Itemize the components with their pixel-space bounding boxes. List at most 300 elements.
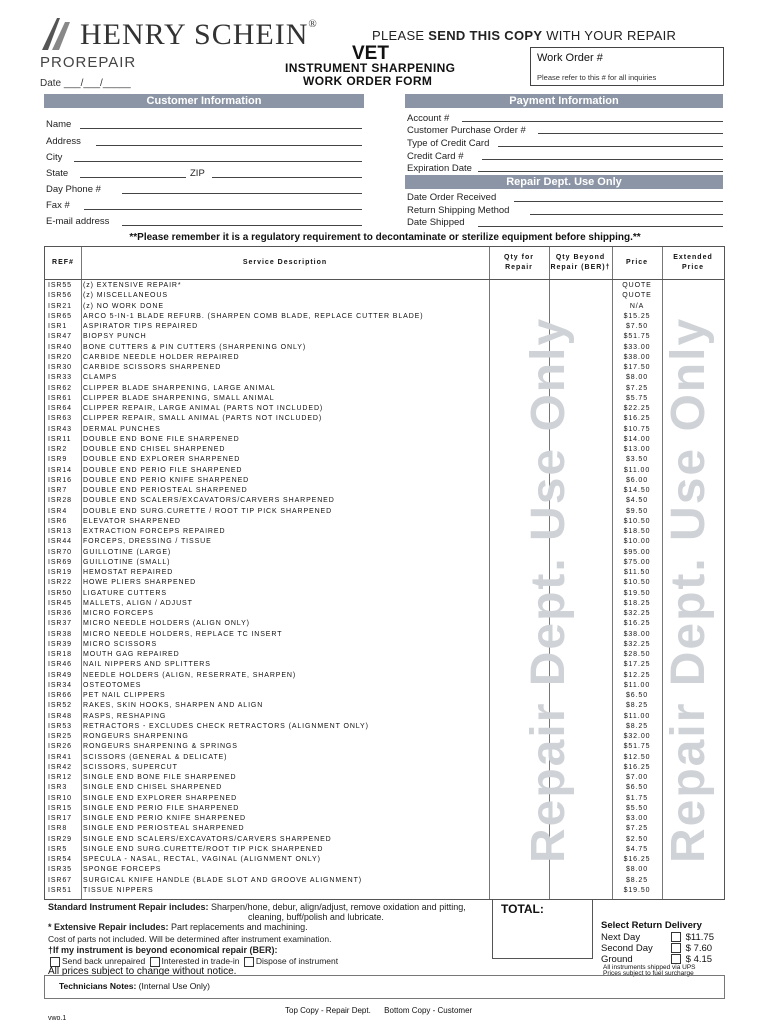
address-label: Address: [46, 136, 81, 147]
row-ref: ISR19: [48, 569, 72, 576]
row-description: CARBIDE NEEDLE HOLDER REPAIRED: [83, 353, 240, 361]
work-order-note: Please refer to this # for all inquiries: [537, 73, 657, 82]
name-field[interactable]: [80, 128, 362, 129]
row-description: DOUBLE END BONE FILE SHARPENED: [83, 435, 240, 443]
row-ref: ISR6: [48, 517, 68, 525]
row-ref: ISR8: [48, 825, 68, 833]
row-price: $4.50: [625, 497, 649, 505]
row-ref: ISR15: [48, 804, 72, 812]
row-description: ASPIRATOR TIPS REPAIRED: [83, 323, 199, 330]
table-row: [45, 753, 724, 763]
row-price: $16.25: [623, 620, 651, 628]
row-price: $5.50: [625, 804, 649, 812]
row-price: $8.25: [625, 702, 649, 710]
ground-checkbox[interactable]: [671, 954, 681, 964]
table-row: [45, 527, 724, 537]
row-description: CLIPPER REPAIR, LARGE ANIMAL (PARTS NOT INCLUDED): [83, 405, 324, 412]
next-day-checkbox[interactable]: [671, 932, 681, 942]
table-row: [45, 486, 724, 496]
table-row: [45, 558, 724, 568]
service-rows: [45, 281, 724, 896]
delivery-ground[interactable]: Ground $ 4.15: [601, 954, 713, 965]
table-row: [45, 384, 724, 394]
row-price: $32.25: [623, 610, 651, 617]
row-ref: ISR37: [48, 620, 72, 628]
standard-repair-note: Standard Instrument Repair includes: Sharpen/hone, debur, align/adjust, remove oxidation and pitting,: [48, 902, 466, 912]
row-description: DOUBLE END CHISEL SHARPENED: [83, 446, 226, 453]
row-ref: ISR69: [48, 558, 72, 566]
row-ref: ISR54: [48, 856, 72, 863]
table-row: [45, 599, 724, 609]
table-row: [45, 722, 724, 732]
table-row: [45, 814, 724, 824]
row-description: MICRO FORCEPS: [83, 610, 154, 617]
table-row: [45, 640, 724, 650]
row-price: $22.25: [623, 405, 651, 412]
total-label: TOTAL:: [501, 902, 544, 916]
row-description: DOUBLE END SCALERS/EXCAVATORS/CARVERS SHARPENED: [83, 497, 335, 505]
row-price: $4.75: [625, 845, 649, 853]
row-description: SINGLE END PERIO KNIFE SHARPENED: [83, 815, 246, 822]
row-ref: ISR46: [48, 661, 72, 669]
row-description: CLIPPER REPAIR, SMALL ANIMAL (PARTS NOT INCLUDED): [83, 415, 323, 423]
row-ref: ISR40: [48, 343, 72, 351]
table-row: [45, 630, 724, 640]
table-row: [45, 650, 724, 660]
date-received-label: Date Order Received: [407, 192, 497, 203]
row-description: LIGATURE CUTTERS: [83, 589, 167, 597]
row-description: NAIL NIPPERS AND SPLITTERS: [83, 661, 211, 669]
table-row: [45, 435, 724, 445]
table-row: [45, 507, 724, 517]
form-version: vwo.1: [48, 1015, 67, 1022]
row-description: CARBIDE SCISSORS SHARPENED: [83, 364, 222, 371]
card-type-field[interactable]: [498, 146, 723, 147]
payment-info-heading: Payment Information: [405, 94, 723, 108]
row-price: $28.50: [623, 651, 651, 658]
row-ref: ISR39: [48, 640, 72, 648]
row-ref: ISR63: [48, 415, 72, 423]
row-description: MICRO SCISSORS: [83, 640, 158, 648]
row-ref: ISR52: [48, 702, 72, 710]
return-method-label: Return Shipping Method: [407, 205, 510, 216]
row-price: $11.00: [623, 712, 651, 720]
table-row: [45, 660, 724, 670]
table-row: [45, 476, 724, 486]
row-price: $7.50: [625, 323, 649, 330]
card-number-label: Credit Card #: [407, 151, 464, 162]
row-price: $75.00: [623, 558, 651, 566]
row-price: $12.25: [623, 671, 651, 679]
row-price: $32.00: [623, 733, 651, 740]
row-ref: ISR18: [48, 651, 72, 658]
row-ref: ISR22: [48, 579, 72, 587]
row-price: $3.50: [625, 456, 649, 464]
row-ref: ISR65: [48, 312, 72, 320]
row-ref: ISR50: [48, 589, 72, 597]
table-row: [45, 701, 724, 711]
row-ref: ISR35: [48, 866, 72, 874]
row-price: $2.50: [625, 835, 649, 843]
row-ref: ISR10: [48, 794, 72, 802]
table-row: [45, 425, 724, 435]
form-vet-title: VET: [352, 43, 389, 64]
table-row: [45, 712, 724, 722]
copy-distribution-note: Top Copy - Repair Dept. Bottom Copy - Customer: [285, 1006, 473, 1015]
row-ref: ISR1: [48, 323, 68, 330]
row-price: $6.50: [625, 784, 649, 792]
row-description: PET NAIL CLIPPERS: [83, 692, 166, 699]
table-row: [45, 537, 724, 547]
work-order-box[interactable]: [530, 47, 724, 86]
row-ref: ISR3: [48, 784, 68, 792]
row-price: $51.75: [623, 743, 651, 751]
row-ref: ISR47: [48, 333, 72, 341]
row-price: $8.00: [625, 866, 649, 874]
fax-label: Fax #: [46, 200, 70, 211]
row-description: GUILLOTINE (SMALL): [83, 558, 171, 566]
row-price: $12.50: [623, 753, 651, 761]
row-ref: ISR48: [48, 712, 72, 720]
row-ref: ISR25: [48, 733, 72, 740]
table-row: [45, 619, 724, 629]
table-row: [45, 824, 724, 834]
row-description: DOUBLE END EXPLORER SHARPENED: [83, 456, 241, 464]
table-row: [45, 445, 724, 455]
table-row: [45, 414, 724, 424]
table-row: [45, 691, 724, 701]
state-field[interactable]: [80, 177, 186, 178]
table-row: [45, 332, 724, 342]
table-row: [45, 732, 724, 742]
logo-mark-icon: [40, 16, 74, 52]
row-ref: ISR62: [48, 384, 72, 392]
row-description: GUILLOTINE (LARGE): [83, 548, 172, 556]
row-description: (z) MISCELLANEOUS: [83, 292, 168, 300]
table-row: [45, 363, 724, 373]
form-subtitle-1: INSTRUMENT SHARPENING: [285, 61, 456, 75]
customer-info-heading: Customer Information: [44, 94, 364, 108]
row-price: $51.75: [623, 333, 651, 341]
row-ref: ISR20: [48, 353, 72, 361]
city-field[interactable]: [74, 161, 362, 162]
state-label: State: [46, 168, 69, 179]
po-label: Customer Purchase Order #: [407, 125, 526, 136]
row-description: DOUBLE END PERIO KNIFE SHARPENED: [83, 476, 250, 484]
row-description: SINGLE END BONE FILE SHARPENED: [83, 774, 237, 781]
row-description: RONGEURS SHARPENING & SPRINGS: [83, 743, 238, 751]
row-description: SINGLE END PERIO FILE SHARPENED: [83, 804, 240, 812]
date-shipped-label: Date Shipped: [407, 217, 465, 228]
row-ref: ISR28: [48, 497, 72, 505]
row-description: RONGEURS SHARPENING: [83, 733, 189, 740]
col-header-ref: REF#: [52, 259, 74, 266]
table-row: [45, 804, 724, 814]
row-price: $11.50: [623, 569, 651, 576]
watermark-qty-repair: Repair Dept. Use Only: [522, 316, 575, 863]
city-label: City: [46, 152, 63, 163]
table-row: [45, 855, 724, 865]
table-row: [45, 783, 724, 793]
total-box[interactable]: [492, 899, 593, 959]
row-description: SINGLE END SCALERS/EXCAVATORS/CARVERS SHARPENED: [83, 835, 332, 843]
date-field[interactable]: Date ___/___/_____: [40, 78, 131, 89]
row-ref: ISR7: [48, 487, 68, 494]
row-description: (z) NO WORK DONE: [83, 302, 164, 310]
row-price: $5.75: [625, 394, 649, 402]
row-price: $18.50: [623, 528, 651, 535]
table-row: [45, 343, 724, 353]
row-description: OSTEOTOMES: [83, 681, 142, 689]
row-ref: ISR53: [48, 722, 72, 730]
table-row: [45, 886, 724, 896]
table-row: [45, 466, 724, 476]
row-ref: ISR33: [48, 374, 72, 382]
row-ref: ISR14: [48, 466, 72, 474]
row-price: $17.25: [623, 661, 651, 669]
row-ref: ISR17: [48, 815, 72, 822]
table-row: [45, 322, 724, 332]
table-row: [45, 568, 724, 578]
table-row: [45, 742, 724, 752]
row-description: HOWE PLIERS SHARPENED: [83, 579, 197, 587]
table-row: [45, 404, 724, 414]
table-row: [45, 373, 724, 383]
row-price: $14.50: [623, 487, 651, 494]
row-ref: ISR56: [48, 292, 72, 300]
row-description: DOUBLE END PERIO FILE SHARPENED: [83, 466, 243, 474]
row-description: EXTRACTION FORCEPS REPAIRED: [83, 528, 226, 535]
account-field[interactable]: [462, 121, 723, 122]
extensive-repair-note: * Extensive Repair includes: Part replacements and machining.: [48, 922, 308, 932]
logo-subtitle: PROREPAIR: [40, 54, 137, 71]
technician-notes-box[interactable]: [44, 975, 725, 999]
po-field[interactable]: [538, 133, 723, 134]
table-row: [45, 609, 724, 619]
table-row: [45, 517, 724, 527]
row-ref: ISR38: [48, 630, 72, 638]
row-price: $6.50: [625, 692, 649, 699]
prices-note: All prices subject to change without notice.: [48, 966, 237, 977]
row-price: $32.25: [623, 640, 651, 648]
table-row: [45, 312, 724, 322]
row-description: SINGLE END CHISEL SHARPENED: [83, 784, 223, 792]
col-header-qty-ber: Qty Beyond Repair (BER)†: [550, 254, 611, 271]
email-field[interactable]: [122, 225, 362, 226]
delivery-next-day[interactable]: Next Day $11.75: [601, 932, 714, 943]
row-ref: ISR9: [48, 456, 68, 464]
row-description: SPECULA - NASAL, RECTAL, VAGINAL (ALIGNMENT ONLY): [83, 856, 321, 863]
day-phone-label: Day Phone #: [46, 184, 101, 195]
row-description: TISSUE NIPPERS: [83, 886, 154, 894]
row-price: $9.50: [625, 507, 649, 515]
row-description: HEMOSTAT REPAIRED: [83, 569, 174, 576]
row-ref: ISR43: [48, 425, 72, 433]
row-price: $10.00: [623, 538, 651, 546]
row-ref: ISR55: [48, 282, 72, 289]
repair-dept-heading: Repair Dept. Use Only: [405, 175, 723, 189]
row-price: $16.25: [623, 856, 651, 863]
row-price: $7.25: [625, 384, 649, 392]
work-order-label: Work Order #: [537, 52, 603, 64]
row-ref: ISR67: [48, 876, 72, 884]
table-row: [45, 291, 724, 301]
row-price: $3.00: [625, 815, 649, 822]
row-price: $13.00: [623, 446, 651, 453]
row-price: $38.00: [623, 630, 651, 638]
row-ref: ISR49: [48, 671, 72, 679]
row-ref: ISR13: [48, 528, 72, 535]
row-description: SURGICAL KNIFE HANDLE (BLADE SLOT AND GROOVE ALIGNMENT): [83, 876, 362, 884]
fax-field[interactable]: [84, 209, 362, 210]
row-price: $7.00: [625, 774, 649, 781]
table-row: [45, 835, 724, 845]
row-description: RAKES, SKIN HOOKS, SHARPEN AND ALIGN: [83, 702, 264, 710]
row-ref: ISR11: [48, 435, 72, 443]
day-phone-field[interactable]: [122, 193, 362, 194]
table-row: [45, 496, 724, 506]
row-ref: ISR36: [48, 610, 72, 617]
row-description: CLAMPS: [83, 374, 118, 382]
row-price: QUOTE: [622, 292, 652, 300]
row-ref: ISR64: [48, 405, 72, 412]
row-ref: ISR34: [48, 681, 72, 689]
table-row: [45, 281, 724, 291]
row-ref: ISR4: [48, 507, 68, 515]
row-price: $7.25: [625, 825, 649, 833]
row-description: (z) EXTENSIVE REPAIR*: [83, 282, 182, 289]
decontamination-notice: **Please remember it is a regulatory requirement to decontaminate or sterilize equipment before shipping.**: [129, 232, 641, 243]
zip-label: ZIP: [190, 168, 205, 179]
zip-field[interactable]: [212, 177, 362, 178]
table-row: [45, 455, 724, 465]
table-row: [45, 681, 724, 691]
row-price: $8.25: [625, 876, 649, 884]
row-description: SCISSORS (GENERAL & DELICATE): [83, 753, 228, 761]
row-price: $14.00: [623, 435, 651, 443]
ber-heading: †If my instrument is beyond economical repair (BER):: [48, 945, 278, 955]
row-ref: ISR41: [48, 753, 72, 761]
row-description: DERMAL PUNCHES: [83, 425, 161, 433]
row-price: $95.00: [623, 548, 651, 556]
row-description: SPONGE FORCEPS: [83, 866, 162, 874]
row-ref: ISR16: [48, 476, 72, 484]
form-subtitle-2: WORK ORDER FORM: [303, 74, 433, 88]
table-row: [45, 865, 724, 875]
row-description: CLIPPER BLADE SHARPENING, SMALL ANIMAL: [83, 394, 275, 402]
address-field[interactable]: [96, 145, 362, 146]
row-price: $38.00: [623, 353, 651, 361]
return-method-field[interactable]: [530, 214, 723, 215]
row-price: $15.25: [623, 312, 651, 320]
card-number-field[interactable]: [482, 159, 723, 160]
parts-cost-note: Cost of parts not included. Will be determined after instrument examination.: [48, 934, 332, 944]
row-price: $33.00: [623, 343, 651, 351]
row-price: QUOTE: [622, 282, 652, 289]
row-description: NEEDLE HOLDERS (ALIGN, RESERRATE, SHARPEN): [83, 671, 297, 679]
technician-notes-label: Technicians Notes: (Internal Use Only): [59, 981, 211, 991]
row-price: $11.00: [623, 466, 651, 474]
row-description: SINGLE END EXPLORER SHARPENED: [83, 794, 238, 802]
row-ref: ISR44: [48, 538, 72, 546]
col-header-price: Price: [625, 259, 649, 266]
standard-repair-note-2: cleaning, buff/polish and lubricate.: [248, 912, 384, 922]
row-ref: ISR61: [48, 394, 72, 402]
row-price: $10.75: [623, 425, 651, 433]
row-ref: ISR2: [48, 446, 68, 453]
date-shipped-field[interactable]: [478, 226, 723, 227]
ber-options: Send back unrepaired Interested in trade-in Dispose of instrument: [48, 956, 338, 967]
row-ref: ISR66: [48, 692, 72, 699]
col-header-extended: Extended Price: [673, 254, 713, 271]
row-price: $19.50: [623, 886, 651, 894]
logo-text: HENRY SCHEIN®: [80, 18, 318, 51]
row-price: $16.25: [623, 763, 651, 771]
email-label: E-mail address: [46, 216, 110, 227]
row-description: ELEVATOR SHARPENED: [83, 517, 181, 525]
row-price: $10.50: [623, 579, 651, 587]
table-row: [45, 876, 724, 886]
row-description: MALLETS, ALIGN / ADJUST: [83, 599, 193, 607]
row-description: BIOPSY PUNCH: [83, 333, 147, 341]
row-ref: ISR12: [48, 774, 72, 781]
table-row: [45, 394, 724, 404]
col-header-qty-repair: Qty for Repair: [504, 254, 534, 271]
row-ref: ISR5: [48, 845, 68, 853]
expiration-field[interactable]: [478, 171, 723, 172]
row-description: ARCO 5-IN-1 BLADE REFURB. (SHARPEN COMB BLADE, REPLACE CUTTER BLADE): [83, 312, 424, 320]
row-description: MICRO NEEDLE HOLDERS, REPLACE TC INSERT: [83, 630, 283, 638]
table-row: [45, 794, 724, 804]
ups-note: All instruments shipped via UPS: [603, 964, 696, 971]
table-row: [45, 671, 724, 681]
row-description: SINGLE END SURG.CURETTE/ROOT TIP PICK SHARPENED: [83, 845, 324, 853]
row-price: $16.25: [623, 415, 651, 423]
row-ref: ISR21: [48, 302, 72, 310]
row-price: $10.50: [623, 517, 651, 525]
delivery-second-day[interactable]: Second Day $ 7.60: [601, 943, 713, 954]
row-ref: ISR51: [48, 886, 72, 894]
row-price: $17.50: [623, 364, 651, 371]
second-day-checkbox[interactable]: [671, 943, 681, 953]
row-price: N/A: [629, 302, 645, 310]
row-description: RETRACTORS - EXCLUDES CHECK RETRACTORS (ALIGNMENT ONLY): [83, 722, 369, 730]
table-row: [45, 845, 724, 855]
row-price: $11.00: [623, 681, 651, 689]
row-ref: ISR70: [48, 548, 72, 556]
expiration-label: Expiration Date: [407, 163, 472, 174]
table-row: [45, 763, 724, 773]
date-received-field[interactable]: [514, 201, 723, 202]
row-price: $1.75: [625, 794, 649, 802]
card-type-label: Type of Credit Card: [407, 138, 490, 149]
table-row: [45, 353, 724, 363]
table-row: [45, 302, 724, 312]
fuel-note: Prices subject to fuel surcharge: [603, 970, 694, 977]
row-description: MOUTH GAG REPAIRED: [83, 651, 180, 658]
name-label: Name: [46, 119, 72, 130]
table-row: [45, 578, 724, 588]
send-copy-note: PLEASE SEND THIS COPY WITH YOUR REPAIR: [372, 28, 677, 43]
row-ref: ISR42: [48, 763, 72, 771]
row-description: BONE CUTTERS & PIN CUTTERS (SHARPENING ONLY): [83, 343, 307, 351]
row-description: RASPS, RESHAPING: [83, 712, 167, 720]
row-ref: ISR30: [48, 364, 72, 371]
row-description: DOUBLE END SURG.CURETTE / ROOT TIP PICK SHARPENED: [83, 507, 333, 515]
row-description: CLIPPER BLADE SHARPENING, LARGE ANIMAL: [83, 384, 276, 392]
dispose-checkbox[interactable]: [244, 957, 254, 967]
row-ref: ISR26: [48, 743, 72, 751]
